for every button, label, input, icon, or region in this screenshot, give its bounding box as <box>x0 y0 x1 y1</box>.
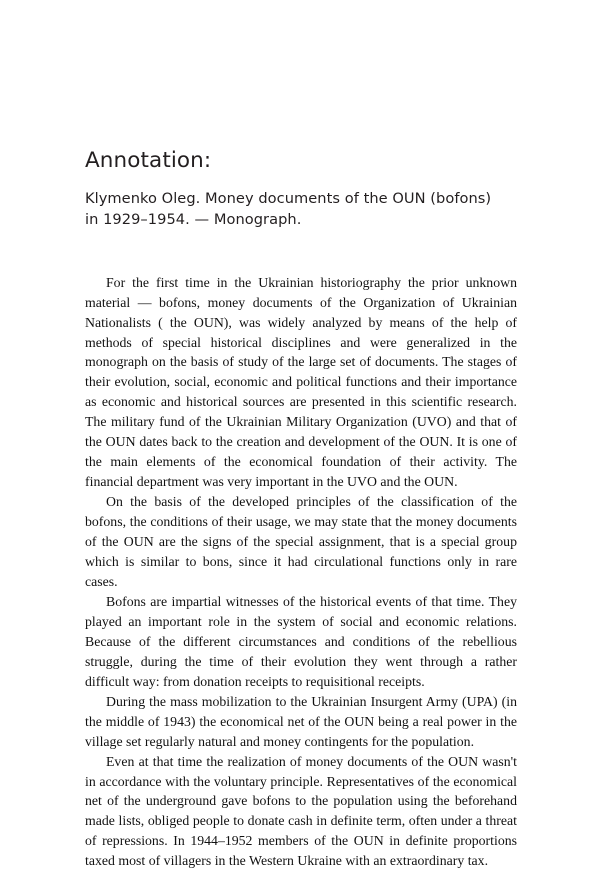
page-content <box>85 148 517 871</box>
document-subtitle <box>85 188 517 231</box>
body-paragraph: For the first time in the Ukrainian historiography the prior unknown material — bofons, money documents of the Organization of Ukrainian Nationalists ( the OUN), was widely analyzed by means of the help of methods of special historical disciplines and were generalized in the monograph on the basis of study of the large set of documents. The stages of their evolution, social, economic and political functions and their importance as economic and historical sources are presented in this scientific research. The military fund of the Ukrainian Military Organization (UVO) and that of the OUN dates back to the creation and development of the OUN. It is one of the main elements of the economical foundation of their activity. The financial department was very important in the UVO and the OUN. <box>85 274 517 490</box>
subtitle-line-1: Klymenko Oleg. Money documents of the OUN (bofons) <box>85 189 492 207</box>
subtitle-line-2: in 1929–1954. — Monograph. <box>85 211 302 229</box>
body-paragraph: Bofons are impartial witnesses of the historical events of that time. They played an important role in the system of social and economic relations. Because of the different circumstances and conditions of the rebellious struggle, during the time of their evolution they went through a rather difficult way: from donation receipts to requisitional receipts. <box>85 593 517 689</box>
body-text-block <box>85 273 517 871</box>
body-paragraph: During the mass mobilization to the Ukrainian Insurgent Army (UPA) (in the middle of 1943) the economical net of the OUN being a real power in the village set regularly natural and money contingents for the population. <box>85 693 517 749</box>
page-title: Annotation: <box>85 148 212 173</box>
body-paragraph: Even at that time the realization of money documents of the OUN wasn't in accordance with the voluntary principle. Representatives of the economical net of the underground gave bofons to the population using the beforehand made lists, obliged people to donate cash in definite term, often under a threat of repressions. In 1944–1952 members of the OUN in definite proportions taxed most of villagers in the Western Ukraine with an extraordinary tax. <box>85 753 517 869</box>
body-paragraph: On the basis of the developed principles of the classification of the bofons, the conditions of their usage, we may state that the money documents of the OUN are the signs of the special assignment, that is a special group which is similar to bons, since it had circulational functions only in rare cases. <box>85 494 517 589</box>
